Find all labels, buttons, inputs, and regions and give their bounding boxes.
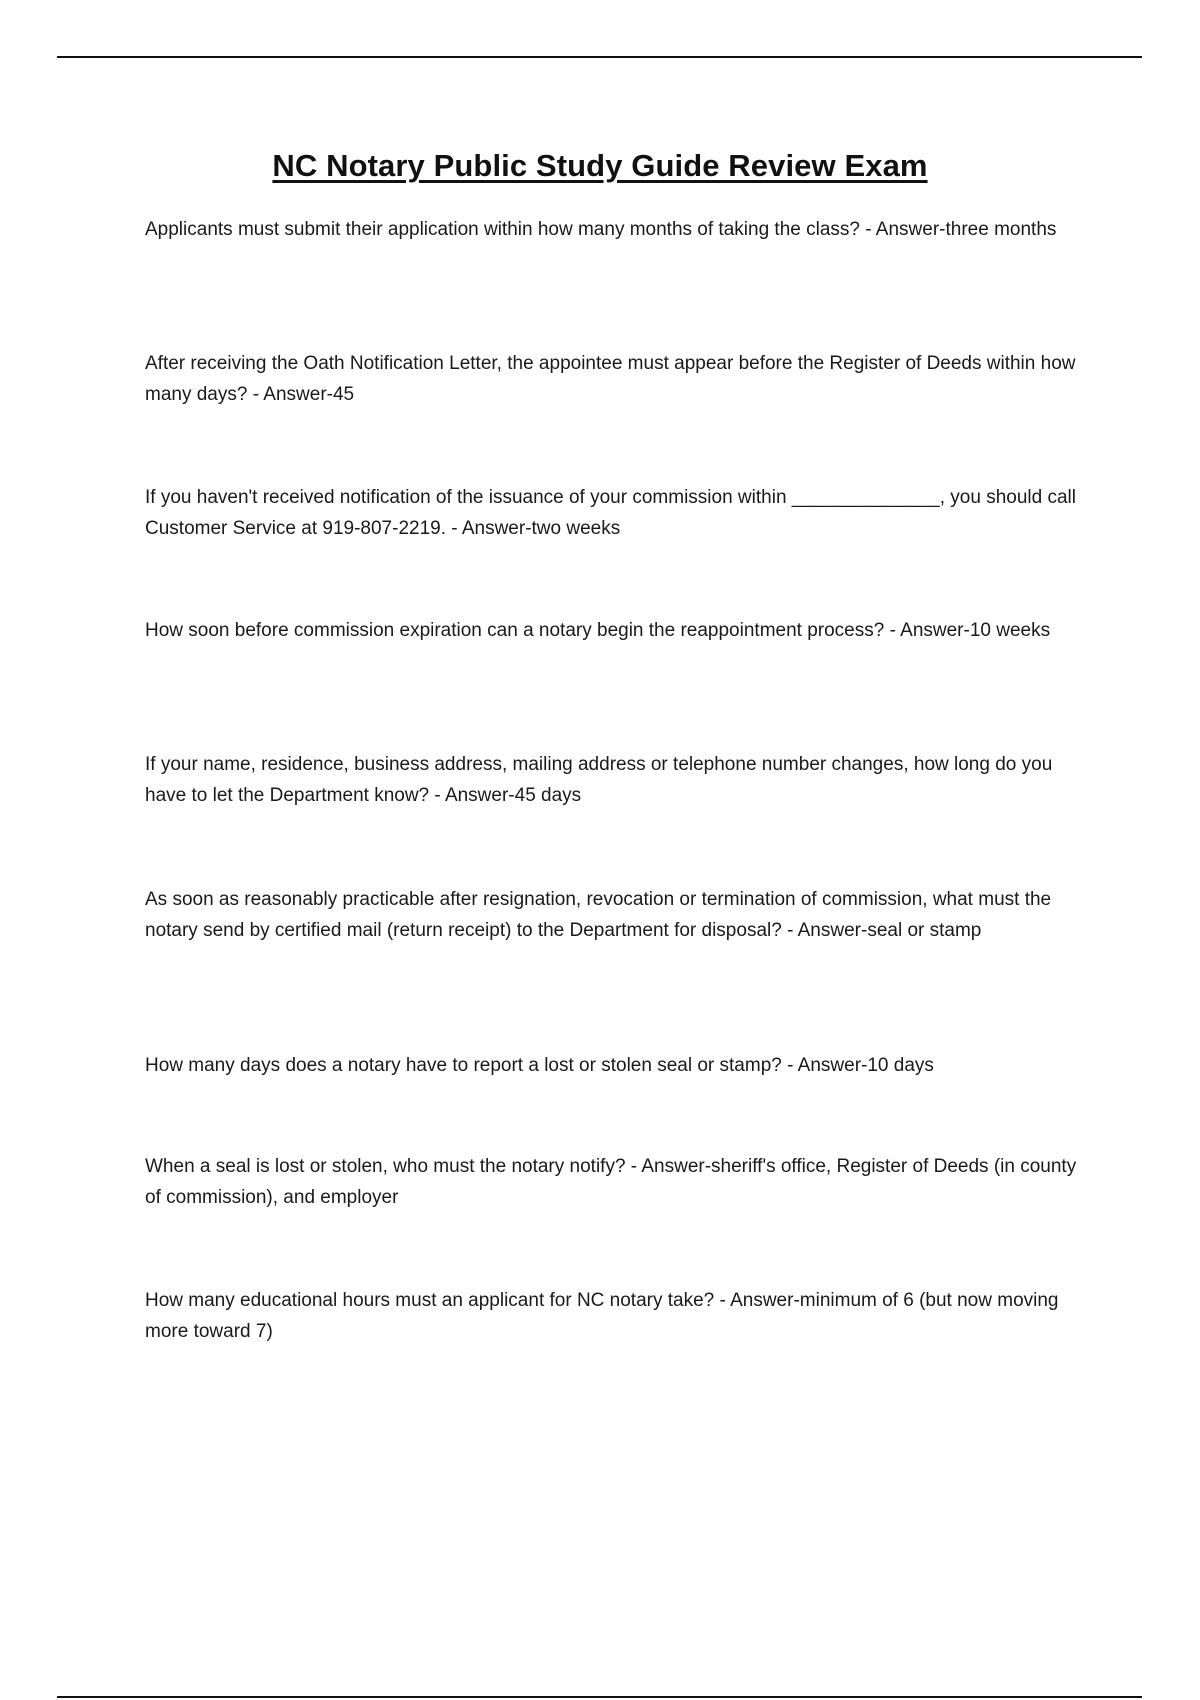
- qa-item-6: [145, 884, 1080, 946]
- question-text: How many days does a notary have to report a lost or stolen seal or stamp?: [145, 1055, 782, 1076]
- answer-prefix: - Answer-: [781, 920, 868, 941]
- answer-text: two weeks: [531, 518, 621, 539]
- answer-text: 10 weeks: [969, 620, 1051, 641]
- qa-item-8: [145, 1151, 1080, 1213]
- answer-prefix: - Answer-: [429, 785, 515, 806]
- qa-item-4: [145, 615, 1080, 646]
- answer-prefix: - Answer-: [714, 1290, 800, 1311]
- qa-item-3: [145, 482, 1080, 544]
- question-text: Applicants must submit their application within how many months of taking the class?: [145, 219, 860, 240]
- answer-prefix: - Answer-: [781, 1055, 868, 1076]
- question-text: How many educational hours must an applicant for NC notary take?: [145, 1290, 715, 1311]
- bottom-rule: [57, 1696, 1142, 1698]
- question-text: How soon before commission expiration can a notary begin the reappointment process?: [145, 620, 885, 641]
- question-text: If your name, residence, business address, mailing address or telephone number changes, how long do you have to let the Department know?: [145, 754, 1053, 806]
- answer-text: 45: [332, 384, 355, 405]
- question-text: If you haven't received notification of the issuance of your commission within ______________, you should call Customer Service at 919-807-2219.: [145, 487, 1076, 539]
- page-title: NC Notary Public Study Guide Review Exam: [272, 148, 928, 183]
- top-rule: [57, 56, 1142, 58]
- question-text: When a seal is lost or stolen, who must the notary notify?: [145, 1156, 626, 1177]
- question-text: After receiving the Oath Notification Letter, the appointee must appear before the Register of Deeds within how many days?: [145, 353, 1076, 405]
- answer-prefix: - Answer-: [446, 518, 532, 539]
- answer-prefix: - Answer-: [884, 620, 970, 641]
- answer-text: minimum of 6 (but now moving more toward 7): [145, 1290, 1059, 1342]
- answer-text: seal or stamp: [867, 920, 982, 941]
- answer-text: three months: [945, 219, 1057, 240]
- qa-item-9: [145, 1285, 1080, 1347]
- answer-prefix: - Answer-: [859, 219, 946, 240]
- qa-item-5: [145, 749, 1080, 811]
- answer-text: 45 days: [514, 785, 582, 806]
- question-text: As soon as reasonably practicable after resignation, revocation or termination of commission, what must the notary send by certified mail (return receipt) to the Department for disposal?: [145, 889, 1052, 941]
- answer-text: sheriff's office, Register of Deeds (in county of commission), and employer: [145, 1156, 1077, 1208]
- answer-prefix: - Answer-: [625, 1156, 712, 1177]
- qa-item-1: [145, 214, 1080, 245]
- qa-item-2: [145, 348, 1080, 410]
- qa-item-7: [145, 1050, 1080, 1081]
- answer-text: 10 days: [867, 1055, 934, 1076]
- answer-prefix: - Answer-: [247, 384, 333, 405]
